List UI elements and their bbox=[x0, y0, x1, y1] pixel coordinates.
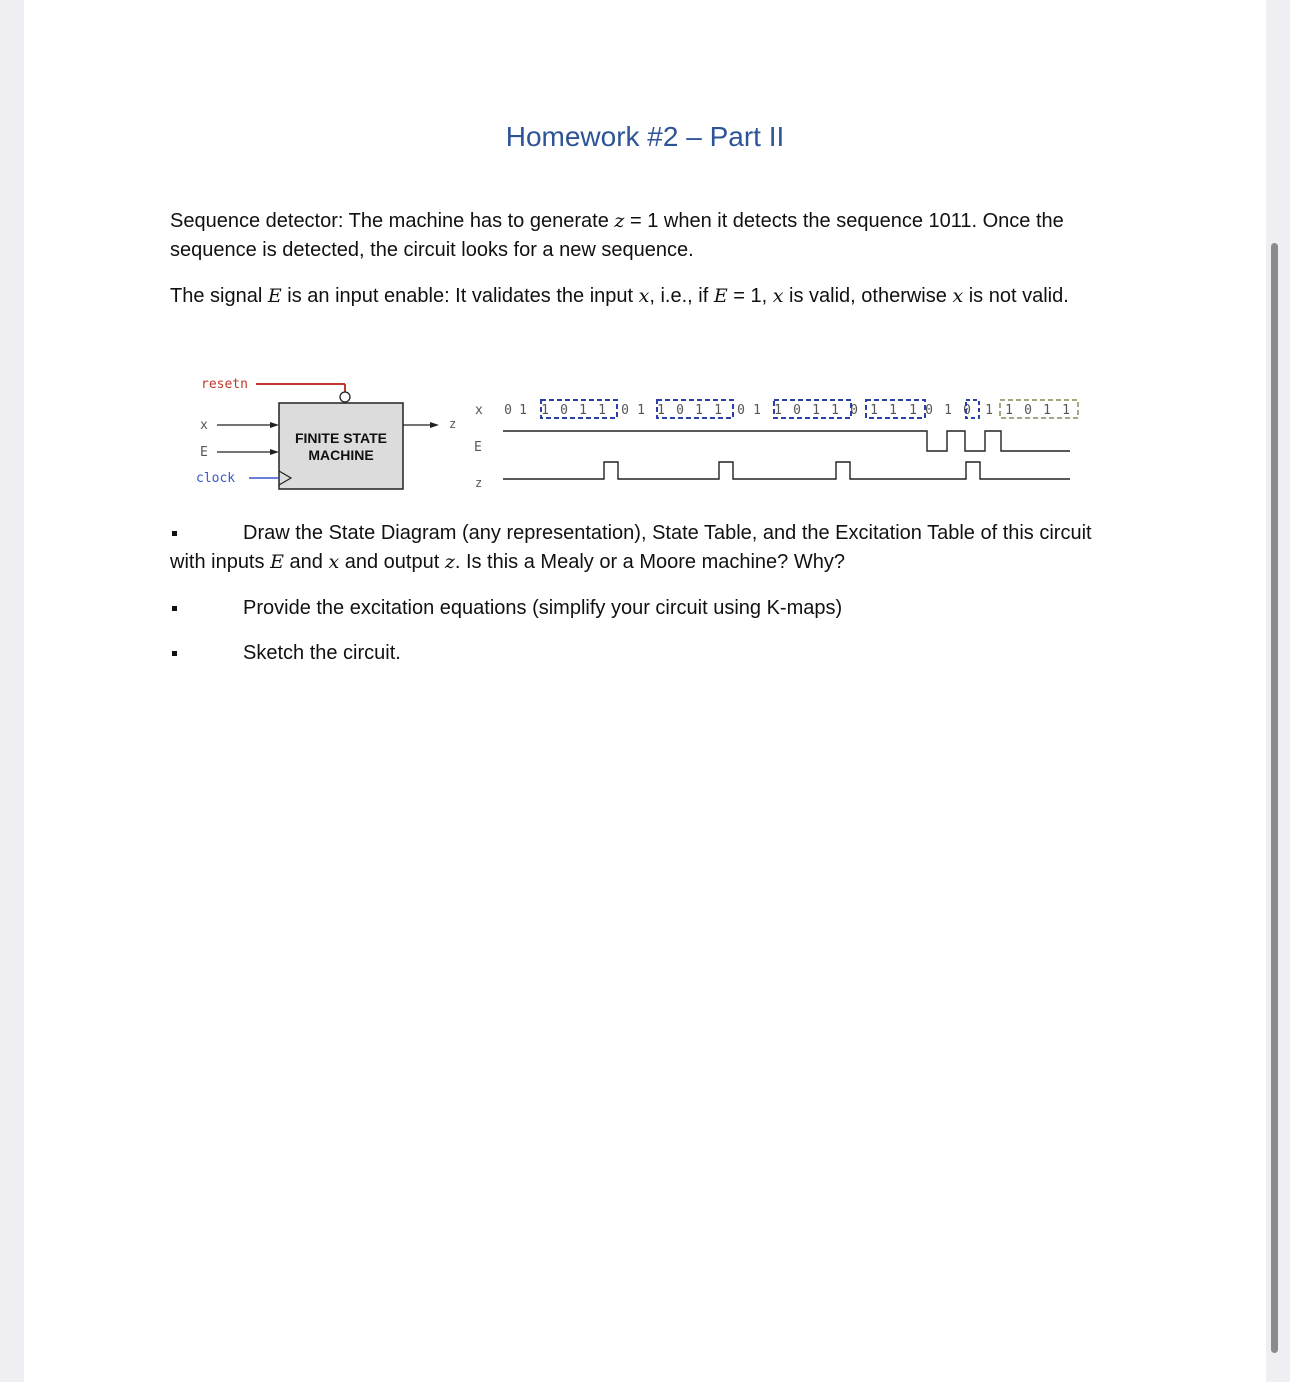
x-bit: 0 bbox=[963, 403, 971, 418]
fsm-label: MACHINE bbox=[308, 447, 374, 463]
page-title: Homework #2 – Part II bbox=[505, 121, 785, 152]
pin-label-clock: clock bbox=[196, 471, 236, 486]
pin-label-x: x bbox=[200, 418, 208, 433]
enable-text: = 1, bbox=[733, 285, 768, 307]
x-bit: 1 bbox=[695, 403, 703, 418]
enable-text: is an input enable: It validates the input bbox=[287, 285, 634, 307]
x-bit: 1 bbox=[1005, 403, 1013, 418]
signal-label-E: E bbox=[474, 440, 482, 455]
x-bit: 1 bbox=[909, 403, 917, 418]
x-bit: 0 bbox=[737, 403, 745, 418]
bullet-icon bbox=[172, 606, 177, 611]
var-z: z bbox=[614, 210, 625, 232]
x-bit-sequence bbox=[504, 403, 1070, 418]
x-bit: 0 bbox=[560, 403, 568, 418]
x-bit: 1 bbox=[831, 403, 839, 418]
reset-bubble bbox=[340, 392, 350, 402]
var-z: z bbox=[444, 551, 455, 573]
var-E: E bbox=[270, 551, 284, 573]
var-x: x bbox=[952, 285, 964, 307]
task-text: Draw the State Diagram (any representation), State Table, and the Excitation Table of this circuit bbox=[243, 522, 1092, 544]
x-bit: 0 bbox=[793, 403, 801, 418]
var-E: E bbox=[713, 285, 728, 307]
x-bit: 1 bbox=[774, 403, 782, 418]
x-bit: 1 bbox=[812, 403, 820, 418]
enable-text: , i.e., if bbox=[649, 285, 709, 307]
x-bit: 1 bbox=[753, 403, 761, 418]
task-text: with inputs bbox=[170, 551, 265, 573]
arrow-icon bbox=[270, 449, 279, 455]
intro-text: sequence is detected, the circuit looks for a new sequence. bbox=[170, 239, 694, 261]
fsm-label: FINITE STATE bbox=[294, 430, 388, 446]
E-waveform bbox=[503, 431, 1070, 451]
x-bit: 1 bbox=[657, 403, 665, 418]
task-text: and output bbox=[344, 551, 440, 573]
x-bit: 0 bbox=[1024, 403, 1032, 418]
pin-label-resetn: resetn bbox=[201, 377, 248, 392]
x-bit: 1 bbox=[889, 403, 897, 418]
x-bit: 1 bbox=[519, 403, 527, 418]
x-bit: 0 bbox=[850, 403, 858, 418]
arrow-icon bbox=[270, 422, 279, 428]
fsm-block bbox=[279, 403, 403, 489]
intro-text: = 1 when it detects the sequence 1011. Once the bbox=[629, 210, 1064, 232]
var-x: x bbox=[328, 551, 340, 573]
x-bit: 1 bbox=[579, 403, 587, 418]
x-bit: 1 bbox=[870, 403, 878, 418]
signal-label-z: z bbox=[475, 476, 483, 490]
task-text: . Is this a Mealy or a Moore machine? Why? bbox=[454, 551, 845, 573]
task-item-2: Provide the excitation equations (simplify your circuit using K-maps) bbox=[243, 597, 843, 619]
enable-text: The signal bbox=[170, 285, 263, 307]
x-bit: 1 bbox=[541, 403, 549, 418]
bullet-icon bbox=[172, 651, 177, 656]
fsm-figure bbox=[190, 365, 1090, 500]
task-item-1 bbox=[170, 519, 1130, 577]
x-bit: 0 bbox=[621, 403, 629, 418]
x-bit: 1 bbox=[1062, 403, 1070, 418]
task-item-3: Sketch the circuit. bbox=[243, 642, 401, 664]
pin-label-E: E bbox=[200, 445, 208, 460]
x-bit: 1 bbox=[714, 403, 722, 418]
signal-label-x: x bbox=[475, 403, 483, 418]
enable-text: is valid, otherwise bbox=[789, 285, 947, 307]
enable-paragraph bbox=[170, 282, 1170, 311]
pin-label-z: z bbox=[449, 417, 457, 431]
intro-paragraph bbox=[170, 207, 1130, 265]
x-bit: 0 bbox=[925, 403, 933, 418]
x-bit: 0 bbox=[676, 403, 684, 418]
arrow-icon bbox=[430, 422, 439, 428]
vertical-scrollbar[interactable] bbox=[1271, 243, 1278, 1353]
var-E: E bbox=[267, 285, 282, 307]
z-waveform bbox=[503, 462, 1070, 479]
x-bit: 1 bbox=[598, 403, 606, 418]
x-bit: 1 bbox=[985, 403, 993, 418]
var-x: x bbox=[638, 285, 650, 307]
intro-text: Sequence detector: The machine has to generate bbox=[170, 210, 609, 232]
task-text: and bbox=[289, 551, 323, 573]
x-bit: 0 bbox=[504, 403, 512, 418]
enable-text: is not valid. bbox=[968, 285, 1069, 307]
var-x: x bbox=[772, 285, 784, 307]
x-bit: 1 bbox=[637, 403, 645, 418]
x-bit: 1 bbox=[1043, 403, 1051, 418]
x-bit: 1 bbox=[944, 403, 952, 418]
